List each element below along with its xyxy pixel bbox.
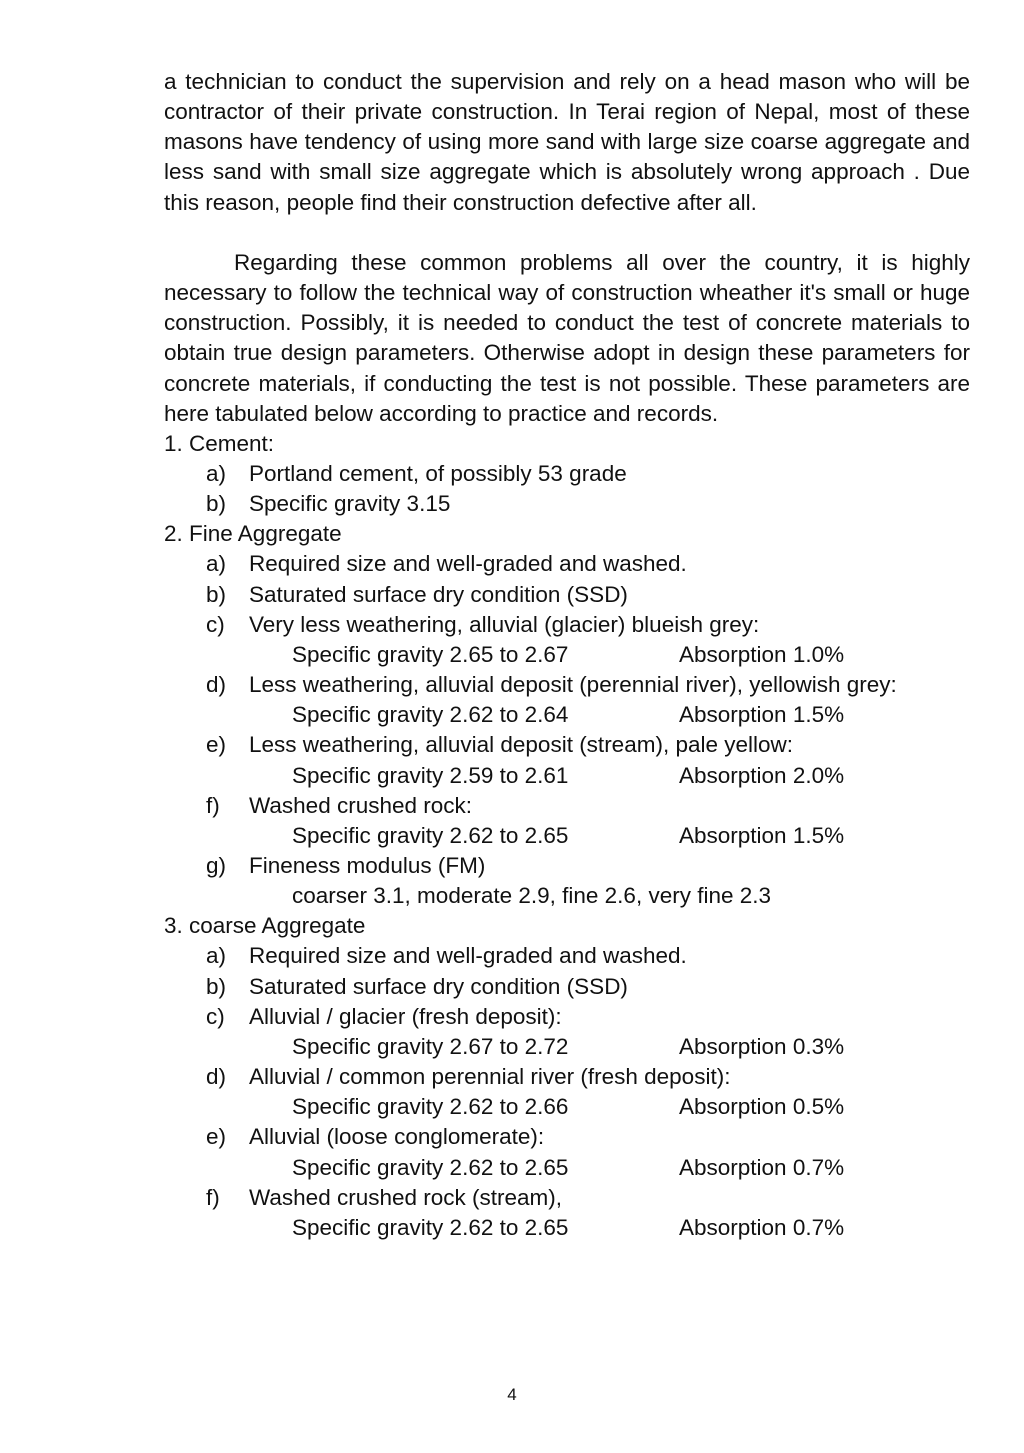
list-item	[164, 580, 970, 610]
property-row	[164, 640, 970, 670]
specific-gravity-value: Specific gravity 2.65 to 2.67	[292, 641, 569, 667]
section-heading-cement: 1. Cement:	[164, 430, 275, 456]
specific-gravity-value: Specific gravity 2.62 to 2.65	[292, 822, 569, 848]
list-item	[164, 459, 970, 489]
list-item-text: Washed crushed rock:	[249, 792, 473, 818]
list-marker: b)	[206, 491, 227, 517]
specific-gravity-value: Specific gravity 2.62 to 2.64	[292, 702, 569, 728]
list-marker: f)	[206, 792, 220, 818]
list-item-text: Less weathering, alluvial deposit (perennial river), yellowish grey:	[249, 672, 897, 698]
property-row	[164, 1032, 970, 1062]
specific-gravity-value: Specific gravity 2.59 to 2.61	[292, 762, 569, 788]
list-marker: a)	[206, 551, 227, 577]
list-marker: d)	[206, 672, 227, 698]
absorption-value: Absorption 0.7%	[679, 1154, 845, 1180]
section-cement	[164, 429, 970, 519]
list-item-text: Saturated surface dry condition (SSD)	[249, 581, 628, 607]
list-item	[164, 1183, 970, 1213]
list-item-text: Specific gravity 3.15	[249, 491, 451, 517]
list-item	[164, 1062, 970, 1092]
specific-gravity-value: Specific gravity 2.62 to 2.65	[292, 1214, 569, 1240]
list-item-text: Alluvial (loose conglomerate):	[249, 1124, 545, 1150]
absorption-value: Absorption 0.7%	[679, 1214, 845, 1240]
specific-gravity-value: Specific gravity 2.62 to 2.66	[292, 1094, 569, 1120]
property-row	[164, 1213, 970, 1243]
list-marker: g)	[206, 852, 227, 878]
list-item	[164, 851, 970, 881]
list-marker: b)	[206, 973, 227, 999]
list-marker: a)	[206, 943, 227, 969]
list-item-text: Washed crushed rock (stream),	[249, 1184, 563, 1210]
list-item	[164, 972, 970, 1002]
section-coarse-aggregate	[164, 911, 970, 1243]
specific-gravity-value: Specific gravity 2.62 to 2.65	[292, 1154, 569, 1180]
paragraph-parameters: Regarding these common problems all over the country, it is highly necessary to follow the technical way of construction wheather it's small or huge construction. Possibly, it is needed to conduct the test of concrete materials to obtain true design parameters. Otherwise adopt in design these parameters for concrete materials, if conducting the test is not possible. These parameters are here tabulated below according to practice and records.	[164, 249, 970, 426]
absorption-value: Absorption 1.0%	[679, 641, 845, 667]
list-marker: f)	[206, 1184, 220, 1210]
list-item	[164, 1002, 970, 1032]
paragraph-intro: a technician to conduct the supervision and rely on a head mason who will be contractor of their private construction. In Terai region of Nepal, most of these masons have tendency of using more sand with large size coarse aggregate and less sand with small size aggregate which is absolutely wrong approach . Due this reason, people find their construction defective after all.	[164, 69, 970, 215]
absorption-value: Absorption 0.3%	[679, 1033, 845, 1059]
list-marker: c)	[206, 611, 225, 637]
property-row	[164, 1092, 970, 1122]
list-item	[164, 730, 970, 760]
list-item	[164, 670, 970, 700]
property-row	[164, 700, 970, 730]
list-item	[164, 610, 970, 640]
list-item-text: Very less weathering, alluvial (glacier) blueish grey:	[249, 611, 760, 637]
fineness-modulus-values: coarser 3.1, moderate 2.9, fine 2.6, very fine 2.3	[292, 883, 772, 909]
list-marker: e)	[206, 1124, 227, 1150]
section-fine-aggregate	[164, 519, 970, 911]
list-marker: c)	[206, 1003, 225, 1029]
absorption-value: Absorption 1.5%	[679, 822, 845, 848]
property-row	[164, 821, 970, 851]
list-marker: a)	[206, 461, 227, 487]
section-heading-fine-aggregate: 2. Fine Aggregate	[164, 521, 342, 547]
absorption-value: Absorption 0.5%	[679, 1094, 845, 1120]
specific-gravity-value: Specific gravity 2.67 to 2.72	[292, 1033, 569, 1059]
list-item	[164, 489, 970, 519]
list-marker: e)	[206, 732, 227, 758]
list-marker: d)	[206, 1064, 227, 1090]
list-item-text: Saturated surface dry condition (SSD)	[249, 973, 628, 999]
list-item-text: Alluvial / common perennial river (fresh deposit):	[249, 1064, 731, 1090]
property-row	[164, 761, 970, 791]
property-row	[164, 1153, 970, 1183]
list-item-text: Portland cement, of possibly 53 grade	[249, 461, 627, 487]
absorption-value: Absorption 1.5%	[679, 702, 845, 728]
page-number: 4	[507, 1385, 517, 1404]
document-page	[164, 67, 970, 1243]
list-item-text: Required size and well-graded and washed.	[249, 551, 687, 577]
list-item-text: Required size and well-graded and washed.	[249, 943, 687, 969]
absorption-value: Absorption 2.0%	[679, 762, 845, 788]
list-item-text: Alluvial / glacier (fresh deposit):	[249, 1003, 562, 1029]
list-marker: b)	[206, 581, 227, 607]
list-item	[164, 941, 970, 971]
list-item-text: Fineness modulus (FM)	[249, 852, 486, 878]
list-item	[164, 1122, 970, 1152]
list-item-text: Less weathering, alluvial deposit (stream), pale yellow:	[249, 732, 794, 758]
list-item	[164, 791, 970, 821]
section-heading-coarse-aggregate: 3. coarse Aggregate	[164, 913, 366, 939]
list-item	[164, 549, 970, 579]
